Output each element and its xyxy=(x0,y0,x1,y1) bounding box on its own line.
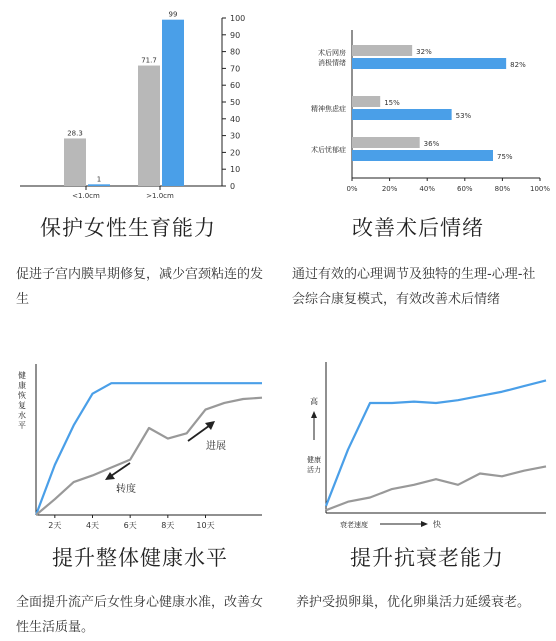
y-tick-label: 60 xyxy=(230,81,241,91)
y-axis-label-char: 康 xyxy=(18,381,26,390)
bar-value-label: 1 xyxy=(96,175,102,184)
y-tick-label: 100 xyxy=(230,14,246,23)
x-axis-label: 衰老速度 xyxy=(340,521,368,529)
section-title-health: 提升整体健康水平 xyxy=(52,546,228,570)
x-tick-label: 0% xyxy=(346,185,358,193)
y-tick-label: 40 xyxy=(230,114,241,124)
bar-value-label: 75% xyxy=(497,153,513,161)
bar-value-label: 36% xyxy=(423,140,440,148)
y-axis-label-char: 恢 xyxy=(18,391,26,400)
bar-value-label: 28.3 xyxy=(67,129,83,138)
x-tick-label: 80% xyxy=(494,185,511,193)
x-tick-label: 40% xyxy=(419,185,435,193)
y-axis-label-char: 复 xyxy=(18,401,26,410)
annotation-progress: 进展 xyxy=(206,441,226,452)
annotation-turn: 转度 xyxy=(116,484,136,495)
section-desc-health: 全面提升流产后女性身心健康水准，改善女性生活质量。 xyxy=(16,595,264,635)
y-tick-label: 90 xyxy=(230,30,241,40)
y-axis-label: 活力 xyxy=(307,466,321,474)
bar-value-label: 15% xyxy=(384,99,400,107)
y-tick-label: 0 xyxy=(230,182,236,191)
category-label: 术后网房 xyxy=(318,49,346,57)
x-tick-label: 2天 xyxy=(48,521,62,530)
y-axis-label: 健康 xyxy=(307,456,321,464)
x-tick-label: 100% xyxy=(529,185,551,193)
y-tick-label: 20 xyxy=(230,148,241,158)
x-tick-label: 8天 xyxy=(161,521,175,530)
section-desc-emotion: 通过有效的心理调节及独特的生理-心理-社会综合康复模式，有效改善术后情绪 xyxy=(292,267,536,307)
x-tick-label: 10天 xyxy=(196,521,215,530)
y-axis-label-char: 水 xyxy=(18,411,26,420)
category-label: 精神焦虑症 xyxy=(311,105,346,113)
x-tick-label: 20% xyxy=(381,185,398,193)
category-label: 术后忧郁症 xyxy=(311,146,346,154)
y-tick-label: 80 xyxy=(230,47,241,57)
category-label: 消极情绪 xyxy=(318,59,346,67)
series-line xyxy=(326,466,546,510)
x-axis-end-label: 快 xyxy=(433,520,441,529)
section-desc-aging: 养护受损卵巢，优化卵巢活力延缓衰老。 xyxy=(296,595,531,610)
section-title-emotion: 改善术后情绪 xyxy=(352,216,484,240)
y-tick-label: 30 xyxy=(230,131,241,141)
y-axis-top-label: 高 xyxy=(310,397,318,406)
bar-value-label: 32% xyxy=(416,48,432,56)
bar-value-label: 82% xyxy=(510,61,526,69)
y-axis-arrowhead xyxy=(311,411,317,418)
x-tick-label: 4天 xyxy=(85,521,100,530)
x-tick-label: <1.0cm xyxy=(72,192,100,200)
y-tick-label: 70 xyxy=(230,64,241,74)
x-tick-label: 60% xyxy=(457,185,473,193)
bar-value-label: 71.7 xyxy=(141,56,157,65)
y-axis-label-char: 健 xyxy=(18,371,26,380)
series-line xyxy=(326,380,546,505)
x-tick-label: >1.0cm xyxy=(146,192,174,200)
y-tick-label: 10 xyxy=(230,165,241,175)
y-axis-label-char: 平 xyxy=(18,421,26,430)
section-desc-fertility: 促进子宫内膜早期修复，减少宫颈粘连的发生 xyxy=(16,267,264,307)
bar-value-label: 99 xyxy=(168,10,178,19)
x-axis-arrowhead xyxy=(421,521,428,527)
section-title-fertility: 保护女性生育能力 xyxy=(40,216,216,240)
x-tick-label: 6天 xyxy=(123,521,137,530)
section-title-aging: 提升抗衰老能力 xyxy=(350,546,504,570)
y-tick-label: 50 xyxy=(230,98,241,107)
bar-value-label: 53% xyxy=(455,112,472,120)
